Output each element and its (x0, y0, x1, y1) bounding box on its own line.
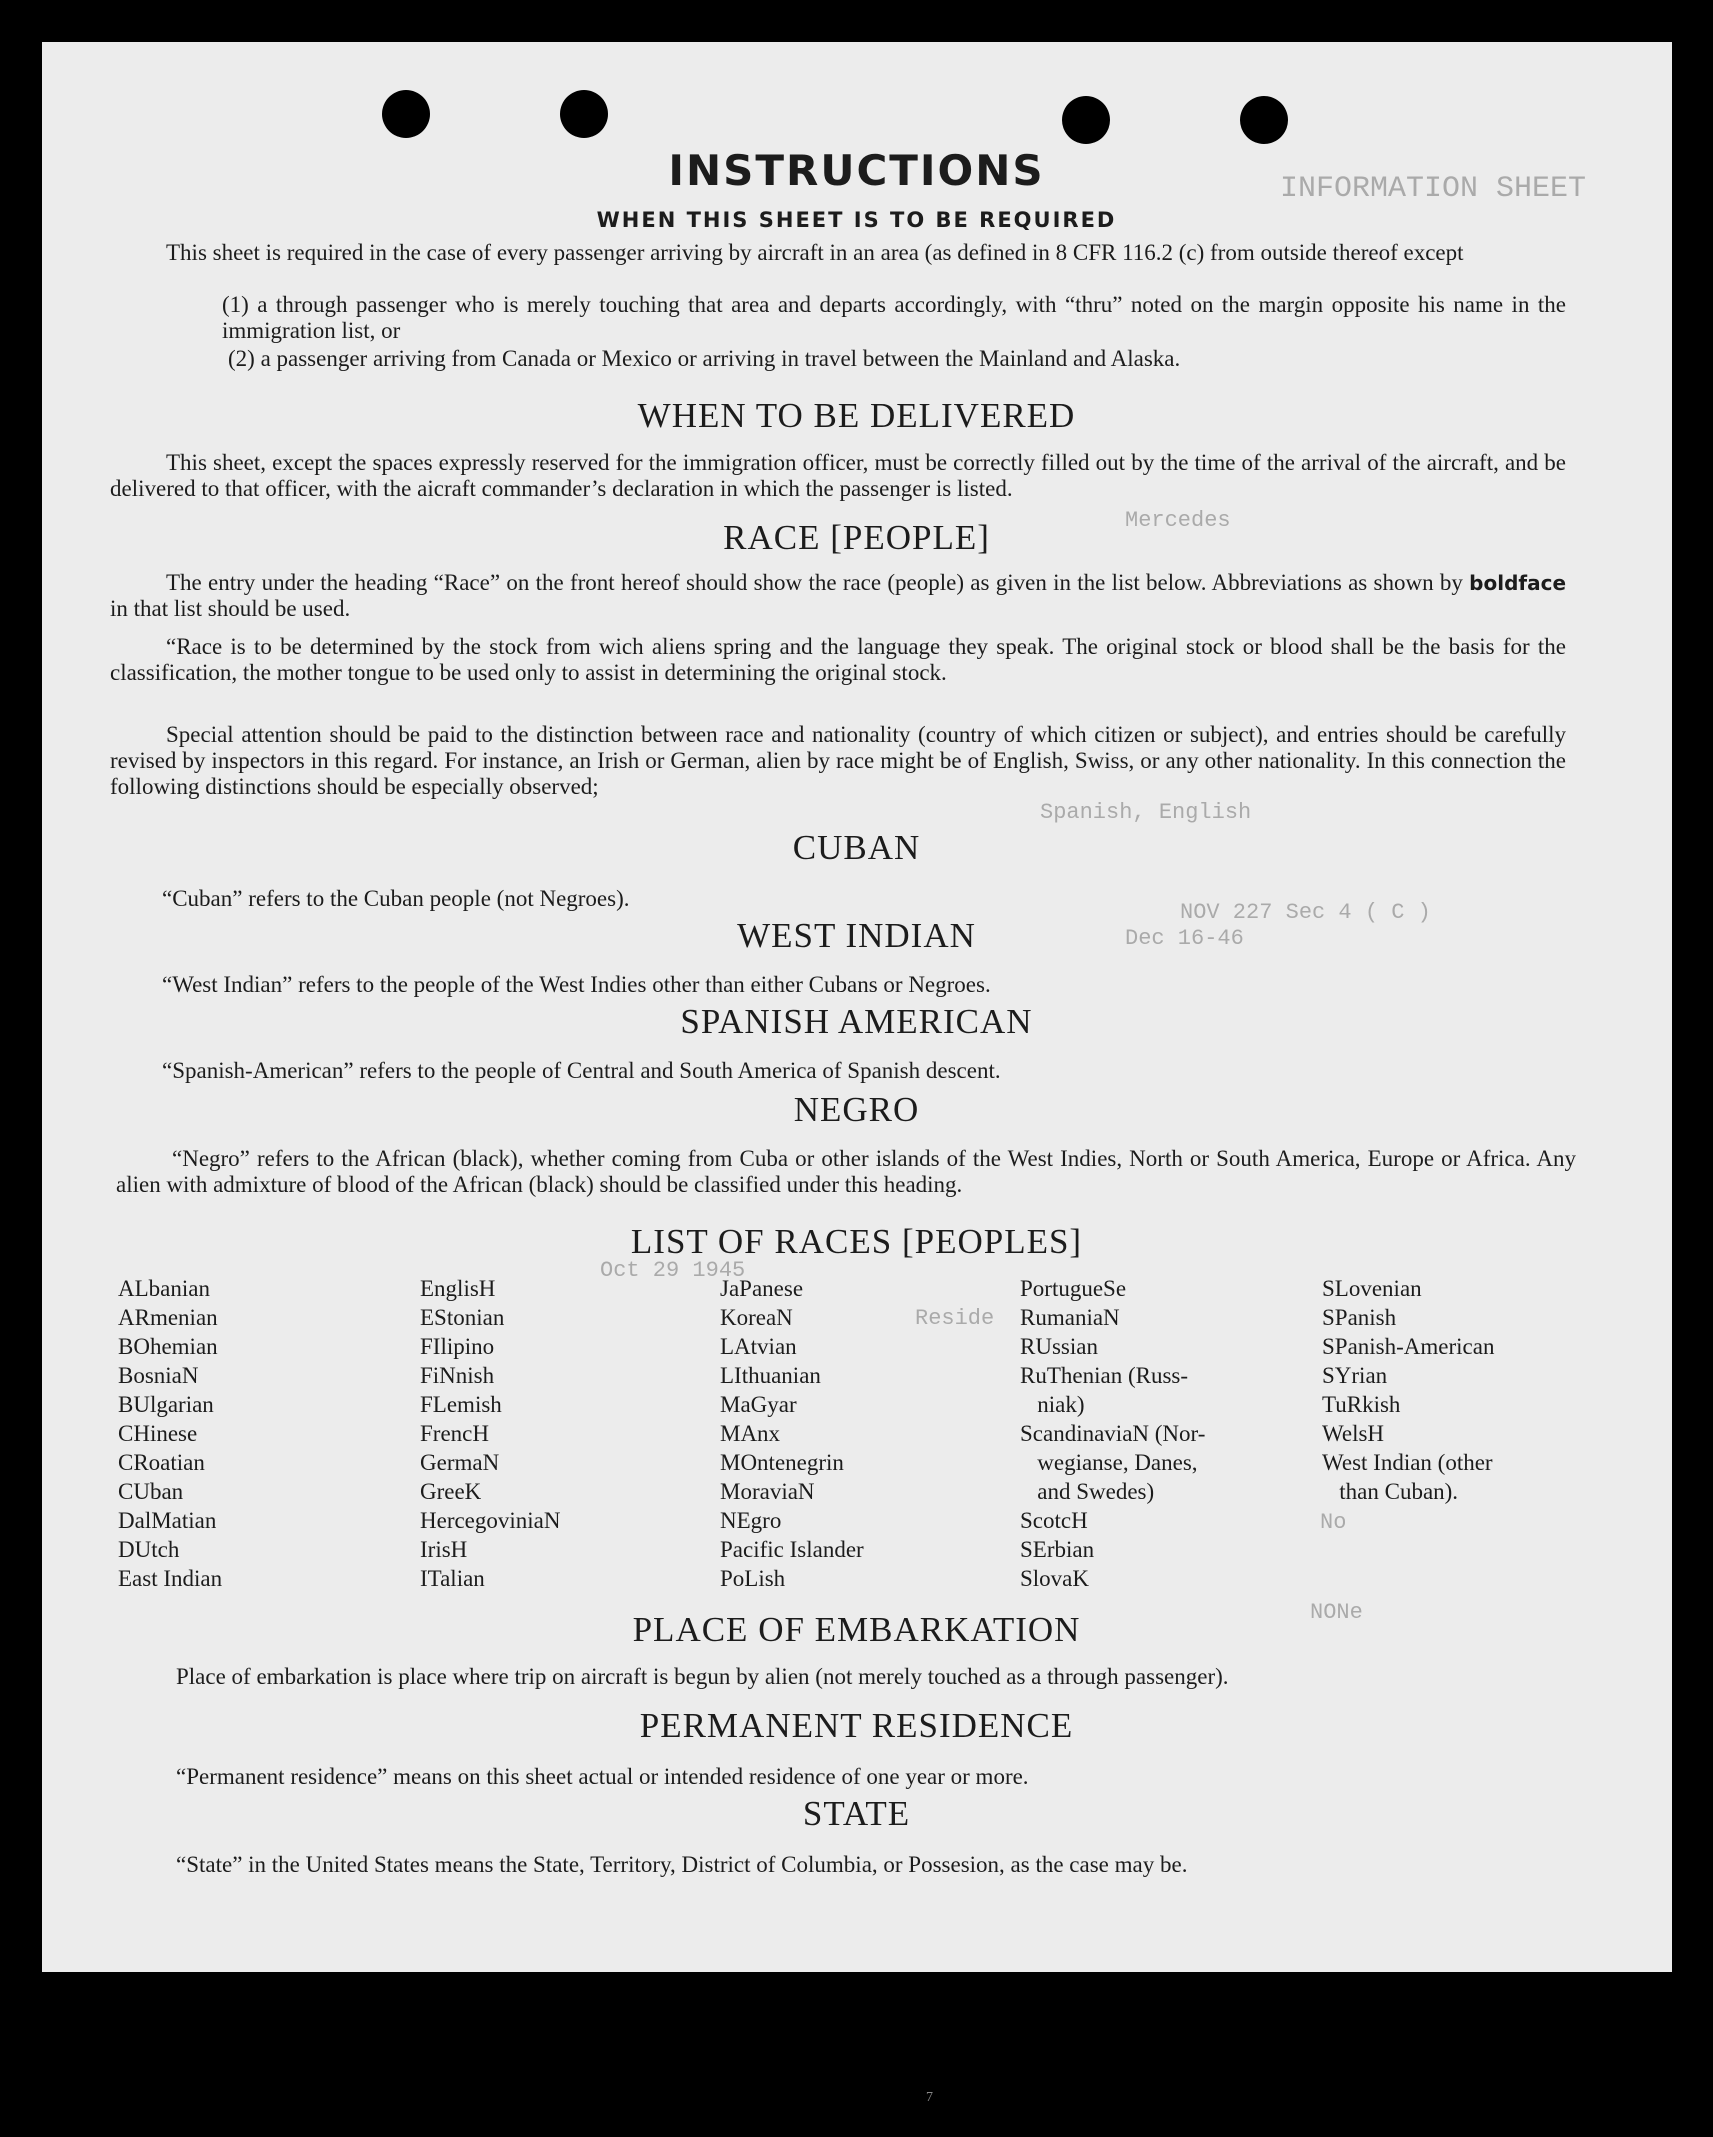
embarkation-text: Place of embarkation is place where trip on aircraft is begun by alien (not merely touched as a through passenger). (176, 1664, 1229, 1689)
race-item: PoLish (720, 1566, 786, 1591)
heading-place-of-embarkation: PLACE OF EMBARKATION (632, 1610, 1081, 1649)
race-item: DalMatian (118, 1508, 217, 1533)
races-column-3 (720, 1274, 864, 1593)
race-item: TuRkish (1322, 1392, 1401, 1417)
west-indian-text: “West Indian” refers to the people of the West Indies other than either Cubans or Negroes. (162, 972, 991, 997)
negro-text: “Negro” refers to the African (black), whether coming from Cuba or other islands of the West Indies, North or South America, Europe or Africa. Any alien with admixture of blood of the African (black) should be classified under this heading. (116, 1146, 1576, 1197)
races-column-4 (1020, 1274, 1205, 1593)
race-item: WelsH (1322, 1421, 1385, 1446)
race-item: MoraviaN (720, 1479, 815, 1504)
races-column-5 (1322, 1274, 1494, 1506)
race-item: JaPanese (720, 1276, 804, 1301)
race-item: SPanish-American (1322, 1334, 1495, 1359)
race-item: SErbian (1020, 1537, 1095, 1562)
race-item: EnglisH (420, 1276, 496, 1301)
race-item: LIthuanian (720, 1363, 821, 1388)
race-item: BUlgarian (118, 1392, 214, 1417)
race-item: ScotcH (1020, 1508, 1088, 1533)
punch-hole-4 (1240, 96, 1288, 144)
state-text: “State” in the United States means the State, Territory, District of Columbia, or Possesion, as the case may be. (176, 1852, 1188, 1877)
heading-negro: NEGRO (793, 1090, 920, 1129)
race-item: CUban (118, 1479, 184, 1504)
race-item: DUtch (118, 1537, 180, 1562)
required-item-1: (1) a through passenger who is merely touching that area and departs accordingly, with “thru” noted on the margin opposite his name in the immigration list, or (222, 292, 1566, 343)
showthrough-text: No (1320, 1510, 1347, 1535)
race-item: RumaniaN (1020, 1305, 1120, 1330)
race-item: MOntenegrin (720, 1450, 844, 1475)
race-item: CHinese (118, 1421, 198, 1446)
race-item: FLemish (420, 1392, 502, 1417)
race-item: NEgro (720, 1508, 782, 1533)
cuban-text: “Cuban” refers to the Cuban people (not Negroes). (162, 886, 630, 911)
spanish-american-text: “Spanish-American” refers to the people of Central and South America of Spanish descent. (162, 1058, 1001, 1083)
race-item: than Cuban). (1322, 1479, 1459, 1504)
race-item: SLovenian (1322, 1276, 1422, 1301)
race-item: MaGyar (720, 1392, 797, 1417)
races-column-2 (420, 1274, 561, 1593)
race-item: East Indian (118, 1566, 223, 1591)
heading-race: RACE [PEOPLE] (723, 518, 990, 557)
race-item: SYrian (1322, 1363, 1388, 1388)
race-paragraph-3: Special attention should be paid to the distinction between race and nationality (country of which citizen or subject), and entries should be carefully revised by inspectors in this regard. For instance, an Irish or German, alien by race might be of English, Swiss, or any other nationality. In this connection the following distinctions should be especially observed; (110, 722, 1566, 799)
heading-permanent-residence: PERMANENT RESIDENCE (639, 1706, 1074, 1745)
footer-mark: 7 (926, 2090, 933, 2105)
races-column-1 (118, 1274, 222, 1593)
race-item: MAnx (720, 1421, 781, 1446)
race-item: GermaN (420, 1450, 500, 1475)
race-item: IrisH (420, 1537, 468, 1562)
race-item: LAtvian (720, 1334, 797, 1359)
heading-cuban: CUBAN (792, 828, 921, 867)
residence-text: “Permanent residence” means on this sheet actual or intended residence of one year or more. (176, 1764, 1029, 1789)
race-item: PortugueSe (1020, 1276, 1127, 1301)
race-item: KoreaN (720, 1305, 793, 1330)
race-paragraph-2: “Race is to be determined by the stock from wich aliens spring and the language they speak. The original stock or blood shall be the basis for the classification, the mother tongue to be used only to assist in determining the original stock. (110, 634, 1566, 685)
race-item: ITalian (420, 1566, 485, 1591)
race-item: FrencH (420, 1421, 489, 1446)
heading-when-delivered: WHEN TO BE DELIVERED (637, 396, 1076, 435)
race-item: HercegoviniaN (420, 1508, 561, 1533)
page-title: INSTRUCTIONS (668, 146, 1045, 195)
showthrough-text: Spanish, English (1040, 800, 1252, 825)
delivered-text: This sheet, except the spaces expressly reserved for the immigration officer, must be correctly filled out by the time of the arrival of the aircraft, and be delivered to that officer, with the aicraft commander’s declaration in which the passenger is listed. (110, 450, 1566, 501)
race-item: SlovaK (1020, 1566, 1089, 1591)
heading-spanish-american: SPANISH AMERICAN (680, 1002, 1033, 1041)
race-item: RUssian (1020, 1334, 1098, 1359)
showthrough-text: INFORMATION SHEET (1280, 172, 1587, 206)
race-item: Pacific Islander (720, 1537, 864, 1562)
race-item: SPanish (1322, 1305, 1397, 1330)
page-subtitle: WHEN THIS SHEET IS TO BE REQUIRED (596, 208, 1117, 232)
race-p1-text: The entry under the heading “Race” on the front hereof should show the race (people) as given in the list below. Abbreviations as shown by (166, 570, 1463, 595)
heading-list-of-races: LIST OF RACES [PEOPLES] (630, 1222, 1083, 1261)
race-item: GreeK (420, 1479, 482, 1504)
race-item: BosniaN (118, 1363, 199, 1388)
race-p1-tail: in that list should be used. (110, 596, 351, 621)
punch-hole-3 (1062, 96, 1110, 144)
race-item: ALbanian (118, 1276, 210, 1301)
showthrough-text: Reside (915, 1306, 995, 1331)
race-item: BOhemian (118, 1334, 218, 1359)
punch-hole-2 (560, 90, 608, 138)
showthrough-text: Oct 29 1945 (600, 1258, 746, 1283)
race-paragraph-1 (110, 570, 1566, 622)
required-intro: This sheet is required in the case of every passenger arriving by aircraft in an area (as defined in 8 CFR 116.2 (c) from outside thereof except (166, 240, 1464, 265)
race-item: and Swedes) (1020, 1479, 1155, 1504)
heading-state: STATE (802, 1794, 911, 1833)
heading-west-indian: WEST INDIAN (737, 916, 976, 955)
race-item: niak) (1020, 1392, 1085, 1417)
race-item: wegianse, Danes, (1020, 1450, 1198, 1475)
showthrough-text: NONe (1310, 1600, 1363, 1625)
race-item: West Indian (other (1322, 1450, 1493, 1475)
race-item: FiNnish (420, 1363, 495, 1388)
race-item: FIlipino (420, 1334, 495, 1359)
race-item: CRoatian (118, 1450, 205, 1475)
race-item: ARmenian (118, 1305, 218, 1330)
showthrough-text: Mercedes (1125, 508, 1231, 533)
required-item-2: (2) a passenger arriving from Canada or Mexico or arriving in travel between the Mainland and Alaska. (228, 346, 1181, 371)
race-item: RuThenian (Russ- (1020, 1363, 1189, 1388)
punch-hole-1 (382, 90, 430, 138)
race-item: EStonian (420, 1305, 505, 1330)
showthrough-text: Dec 16-46 (1125, 926, 1244, 951)
race-p1-bold: boldface (1469, 571, 1567, 595)
race-item: ScandinaviaN (Nor- (1020, 1421, 1206, 1446)
showthrough-text: NOV 227 Sec 4 ( C ) (1180, 900, 1431, 925)
